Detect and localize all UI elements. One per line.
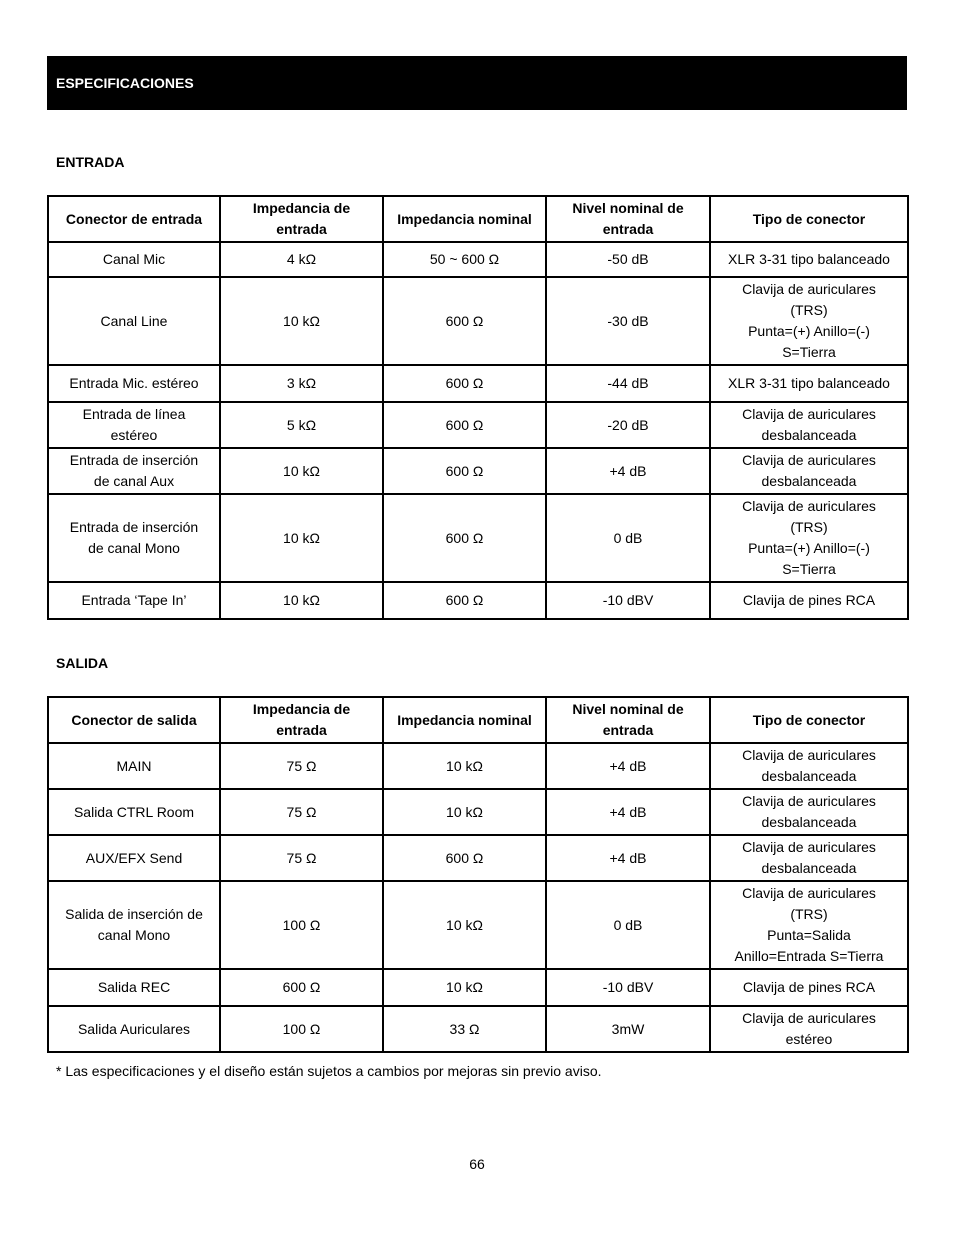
table-cell: 100 Ω xyxy=(220,1006,383,1052)
table-cell: 10 kΩ xyxy=(383,969,546,1006)
table-cell: Entrada Mic. estéreo xyxy=(48,365,220,402)
column-header: Conector de salida xyxy=(48,697,220,743)
table-cell: 100 Ω xyxy=(220,881,383,969)
column-header: Nivel nominal de entrada xyxy=(546,196,710,242)
table-cell: -20 dB xyxy=(546,402,710,448)
table-row xyxy=(48,881,908,969)
table-cell: 600 Ω xyxy=(383,277,546,365)
table-cell: XLR 3-31 tipo balanceado xyxy=(710,365,908,402)
salida-spec-table xyxy=(47,696,909,1053)
table-cell: -10 dBV xyxy=(546,582,710,619)
table-cell: -30 dB xyxy=(546,277,710,365)
entrada-heading: ENTRADA xyxy=(56,154,125,170)
table-cell: 10 kΩ xyxy=(220,494,383,582)
table-cell: 600 Ω xyxy=(383,402,546,448)
table-cell: Salida Auriculares xyxy=(48,1006,220,1052)
table-row xyxy=(48,789,908,835)
table-cell: 10 kΩ xyxy=(383,789,546,835)
column-header: Impedancia de entrada xyxy=(220,196,383,242)
table-cell: -44 dB xyxy=(546,365,710,402)
table-cell: 10 kΩ xyxy=(220,277,383,365)
table-cell: Salida CTRL Room xyxy=(48,789,220,835)
table-row xyxy=(48,743,908,789)
table-cell: XLR 3-31 tipo balanceado xyxy=(710,242,908,277)
table-row xyxy=(48,242,908,277)
column-header: Tipo de conector xyxy=(710,196,908,242)
table-cell: 3 kΩ xyxy=(220,365,383,402)
section-banner xyxy=(47,56,907,110)
table-header-row xyxy=(48,697,908,743)
table-row xyxy=(48,835,908,881)
table-cell: Entrada de inserción de canal Mono xyxy=(48,494,220,582)
table-cell: Clavija de auriculares desbalanceada xyxy=(710,448,908,494)
page-number: 66 xyxy=(469,1156,485,1172)
table-cell: Clavija de auriculares estéreo xyxy=(710,1006,908,1052)
table-row xyxy=(48,277,908,365)
table-cell: Salida REC xyxy=(48,969,220,1006)
table-cell: +4 dB xyxy=(546,448,710,494)
table-cell: Clavija de pines RCA xyxy=(710,969,908,1006)
table-cell: 0 dB xyxy=(546,494,710,582)
table-cell: Clavija de auriculares (TRS) Punta=Salida Anillo=Entrada S=Tierra xyxy=(710,881,908,969)
table-cell: Entrada de inserción de canal Aux xyxy=(48,448,220,494)
table-cell: 600 Ω xyxy=(220,969,383,1006)
table-cell: 10 kΩ xyxy=(383,743,546,789)
column-header: Impedancia de entrada xyxy=(220,697,383,743)
table-cell: +4 dB xyxy=(546,743,710,789)
table-cell: Canal Mic xyxy=(48,242,220,277)
table-cell: 10 kΩ xyxy=(220,582,383,619)
table-cell: Clavija de pines RCA xyxy=(710,582,908,619)
table-cell: 600 Ω xyxy=(383,835,546,881)
table-cell: 3mW xyxy=(546,1006,710,1052)
table-row xyxy=(48,969,908,1006)
table-row xyxy=(48,494,908,582)
column-header: Impedancia nominal xyxy=(383,697,546,743)
table-cell: 0 dB xyxy=(546,881,710,969)
table-row xyxy=(48,365,908,402)
table-cell: +4 dB xyxy=(546,789,710,835)
banner-title: ESPECIFICACIONES xyxy=(56,75,194,91)
entrada-spec-table xyxy=(47,195,909,620)
column-header: Tipo de conector xyxy=(710,697,908,743)
table-cell: 33 Ω xyxy=(383,1006,546,1052)
table-cell: Clavija de auriculares (TRS) Punta=(+) Anillo=(-) S=Tierra xyxy=(710,277,908,365)
table-cell: Clavija de auriculares desbalanceada xyxy=(710,402,908,448)
table-cell: 10 kΩ xyxy=(383,881,546,969)
table-cell: Salida de inserción de canal Mono xyxy=(48,881,220,969)
table-header-row xyxy=(48,196,908,242)
table-cell: 600 Ω xyxy=(383,494,546,582)
table-cell: AUX/EFX Send xyxy=(48,835,220,881)
footnote: * Las especificaciones y el diseño están sujetos a cambios por mejoras sin previo aviso. xyxy=(56,1063,602,1079)
table-cell: -10 dBV xyxy=(546,969,710,1006)
table-cell: +4 dB xyxy=(546,835,710,881)
table-cell: Canal Line xyxy=(48,277,220,365)
column-header: Nivel nominal de entrada xyxy=(546,697,710,743)
table-cell: 5 kΩ xyxy=(220,402,383,448)
table-cell: Clavija de auriculares desbalanceada xyxy=(710,743,908,789)
table-row xyxy=(48,402,908,448)
table-cell: 600 Ω xyxy=(383,582,546,619)
table-cell: Clavija de auriculares desbalanceada xyxy=(710,835,908,881)
table-row xyxy=(48,582,908,619)
column-header: Conector de entrada xyxy=(48,196,220,242)
table-cell: Entrada de línea estéreo xyxy=(48,402,220,448)
table-row xyxy=(48,1006,908,1052)
table-cell: 10 kΩ xyxy=(220,448,383,494)
table-cell: 600 Ω xyxy=(383,448,546,494)
table-cell: 75 Ω xyxy=(220,835,383,881)
table-cell: -50 dB xyxy=(546,242,710,277)
table-cell: MAIN xyxy=(48,743,220,789)
table-row xyxy=(48,448,908,494)
salida-heading: SALIDA xyxy=(56,655,109,671)
table-cell: Entrada ‘Tape In’ xyxy=(48,582,220,619)
column-header: Impedancia nominal xyxy=(383,196,546,242)
table-cell: 75 Ω xyxy=(220,789,383,835)
table-cell: Clavija de auriculares desbalanceada xyxy=(710,789,908,835)
table-cell: 75 Ω xyxy=(220,743,383,789)
table-cell: 4 kΩ xyxy=(220,242,383,277)
table-cell: 50 ~ 600 Ω xyxy=(383,242,546,277)
table-cell: Clavija de auriculares (TRS) Punta=(+) Anillo=(-) S=Tierra xyxy=(710,494,908,582)
table-cell: 600 Ω xyxy=(383,365,546,402)
